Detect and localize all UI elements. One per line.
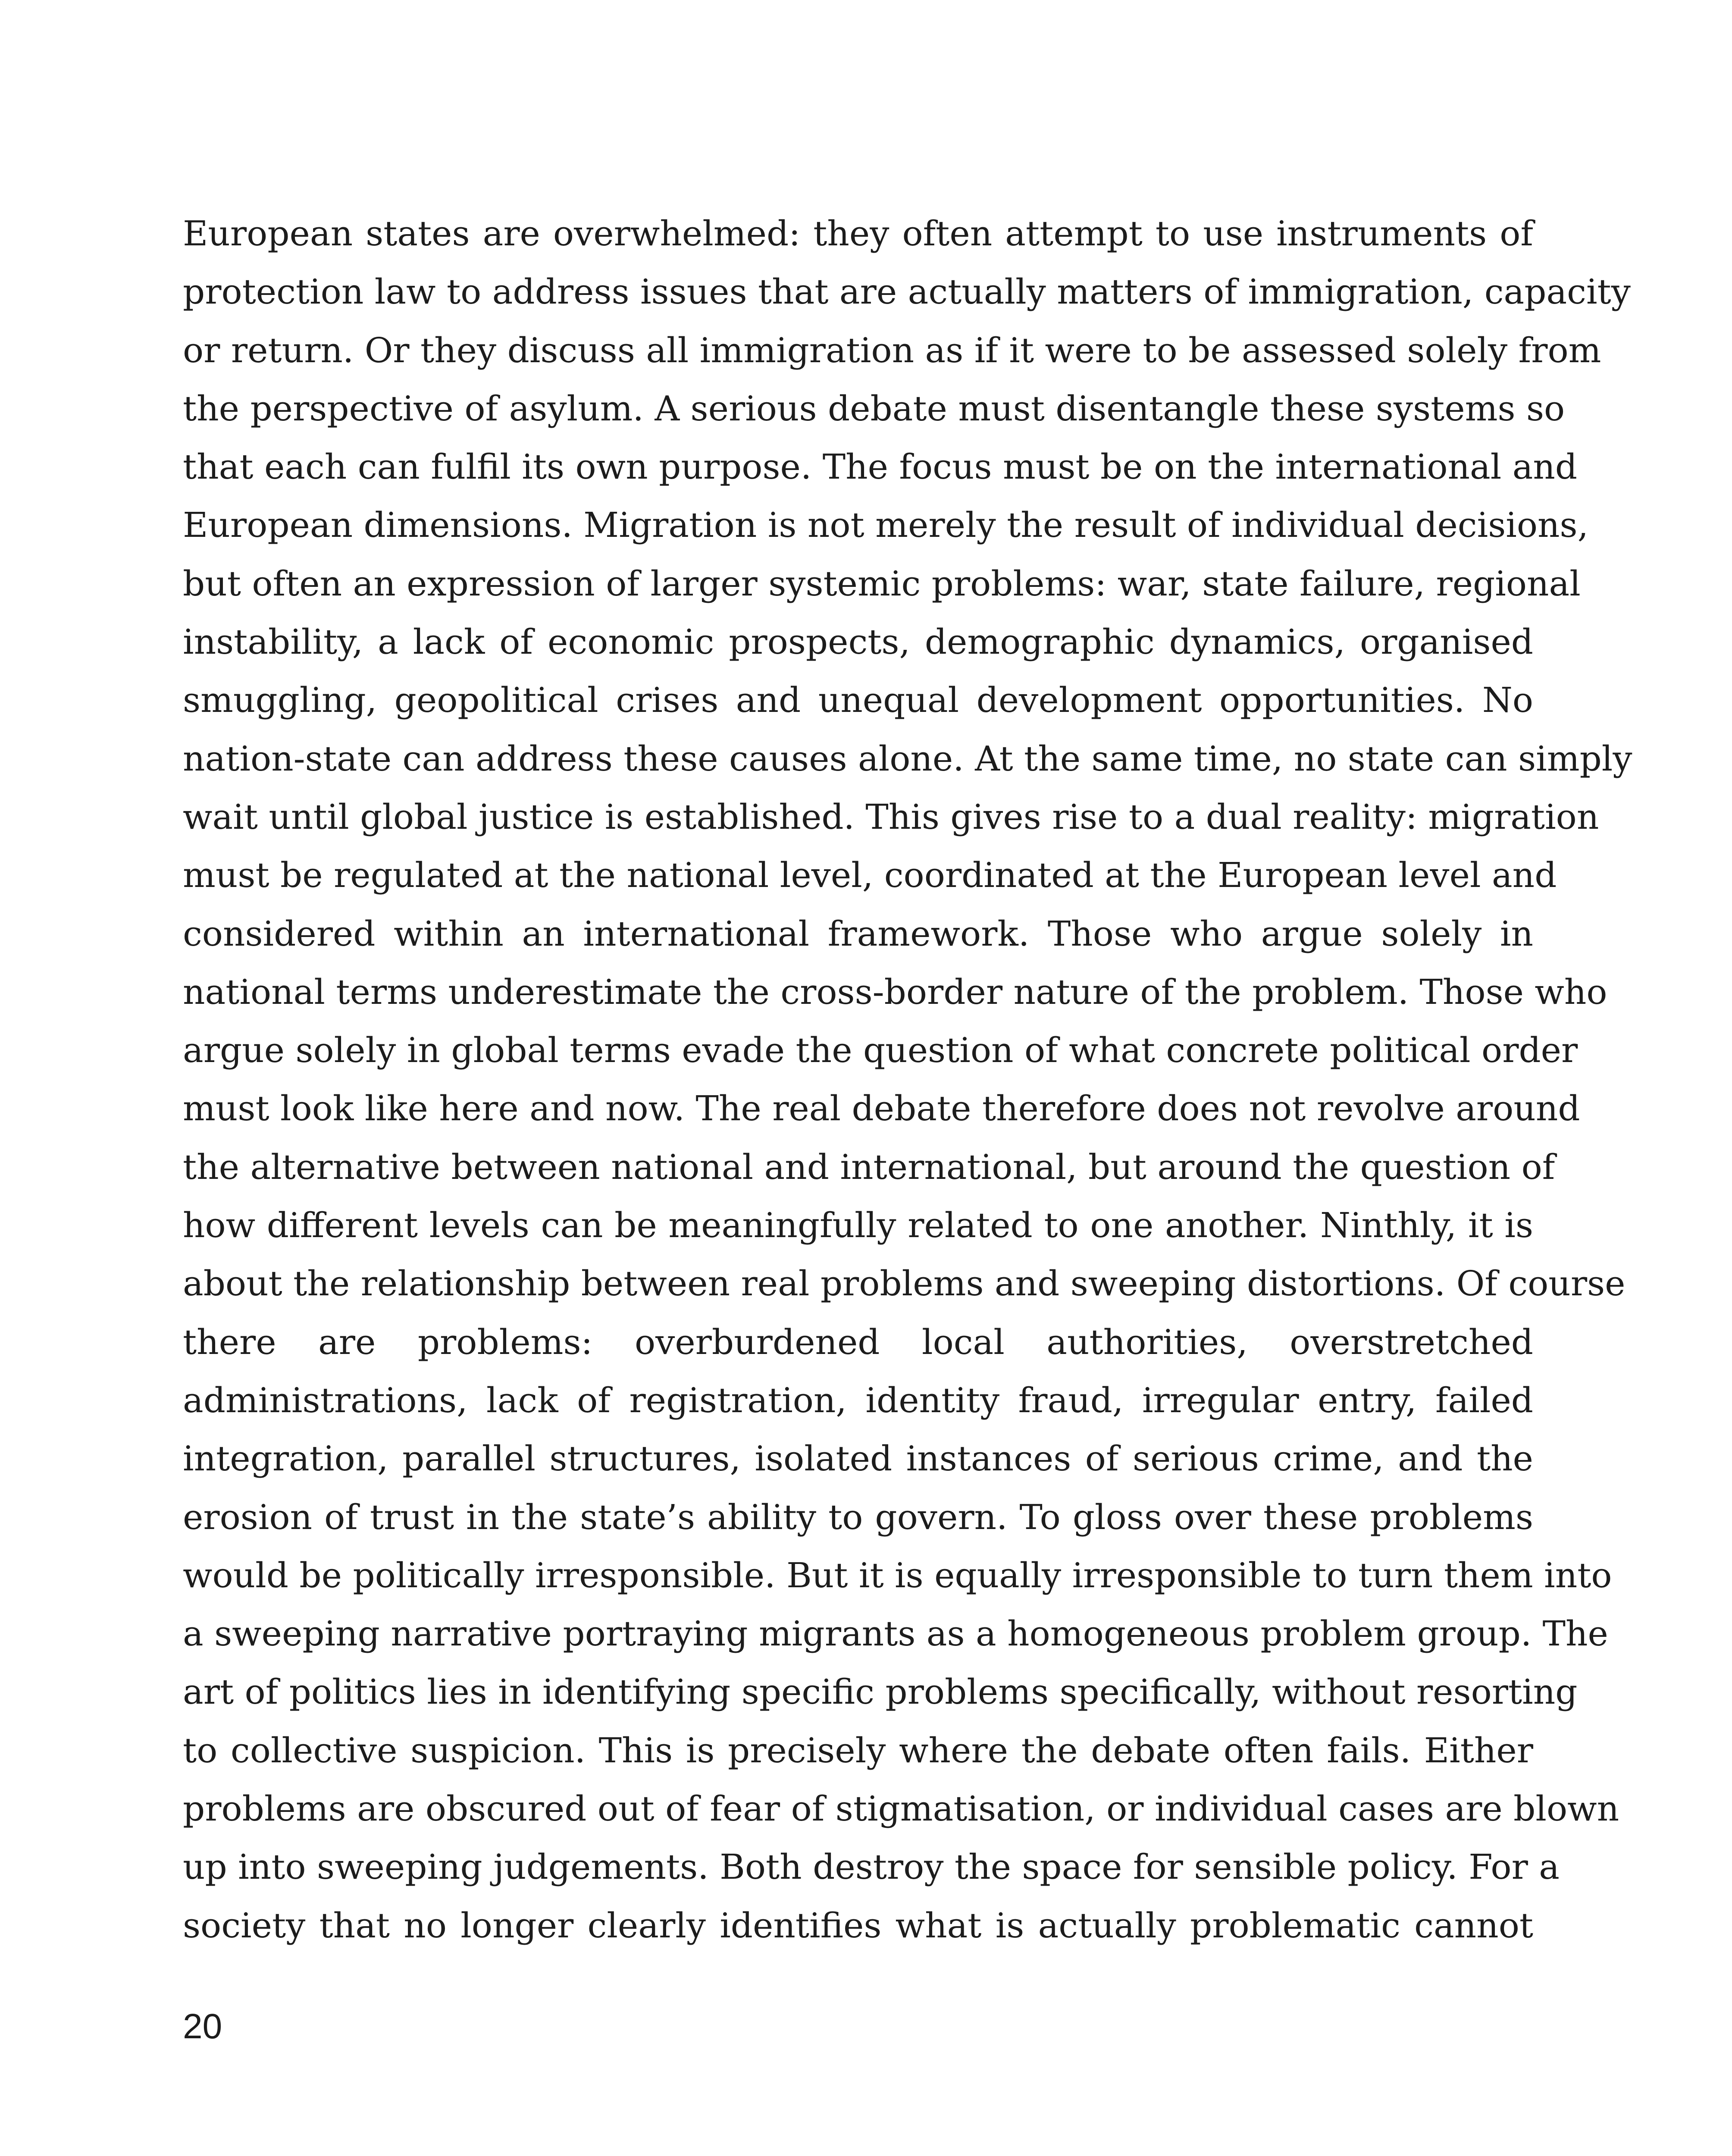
text-line: smuggling, geopolitical crises and unequal development opportunities. No [183, 680, 1533, 721]
page-number: 20 [183, 2007, 222, 2046]
text-line: but often an expression of larger systemic problems: war, state failure, regional [183, 563, 1581, 604]
text-line: art of politics lies in identifying specific problems specifically, without resorting [183, 1672, 1578, 1712]
text-line: wait until global justice is established. This gives rise to a dual reality: migration [183, 796, 1599, 837]
text-line: that each can fulfil its own purpose. The focus must be on the international and [183, 447, 1578, 487]
body-paragraph [183, 204, 1632, 1955]
text-line: a sweeping narrative portraying migrants as a homogeneous problem group. The [183, 1614, 1608, 1654]
text-line: administrations, lack of registration, identity fraud, irregular entry, failed [183, 1380, 1533, 1420]
text-line: how different levels can be meaningfully related to one another. Ninthly, it is [183, 1205, 1533, 1246]
text-line: integration, parallel structures, isolated instances of serious crime, and the [183, 1438, 1533, 1479]
text-line: there are problems: overburdened local authorities, overstretched [183, 1322, 1533, 1362]
text-line: the perspective of asylum. A serious debate must disentangle these systems so [183, 388, 1565, 429]
text-line: problems are obscured out of fear of stigmatisation, or individual cases are blown [183, 1789, 1619, 1829]
text-line: about the relationship between real problems and sweeping distortions. Of course [183, 1263, 1626, 1304]
text-line: erosion of trust in the state’s ability to govern. To gloss over these problems [183, 1497, 1533, 1537]
text-line: society that no longer clearly identifies what is actually problematic cannot [183, 1905, 1533, 1946]
text-line: considered within an international framework. Those who argue solely in [183, 913, 1533, 954]
text-line: protection law to address issues that are actually matters of immigration, capacity [183, 272, 1631, 312]
text-line: argue solely in global terms evade the question of what concrete political order [183, 1030, 1578, 1071]
text-line: instability, a lack of economic prospects, demographic dynamics, organised [183, 622, 1533, 662]
text-line: the alternative between national and international, but around the question of [183, 1147, 1555, 1187]
text-line: or return. Or they discuss all immigration as if it were to be assessed solely from [183, 330, 1601, 370]
text-line: to collective suspicion. This is precisely where the debate often fails. Either [183, 1730, 1533, 1771]
text-line: must look like here and now. The real debate therefore does not revolve around [183, 1088, 1580, 1129]
text-line: would be politically irresponsible. But it is equally irresponsible to turn them into [183, 1555, 1612, 1595]
text-line: must be regulated at the national level, coordinated at the European level and [183, 855, 1557, 896]
text-line: nation-state can address these causes alone. At the same time, no state can simply [183, 738, 1632, 779]
text-line: European states are overwhelmed: they often attempt to use instruments of [183, 213, 1533, 254]
text-line: national terms underestimate the cross-border nature of the problem. Those who [183, 971, 1607, 1012]
text-line: up into sweeping judgements. Both destroy the space for sensible policy. For a [183, 1847, 1560, 1887]
text-line: European dimensions. Migration is not merely the result of individual decisions, [183, 505, 1588, 545]
